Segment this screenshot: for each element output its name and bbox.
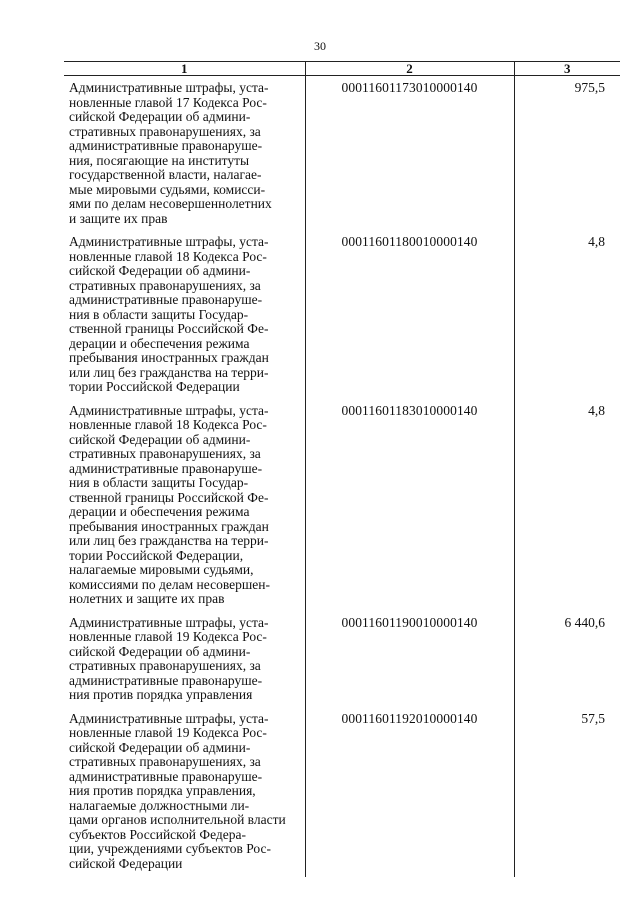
amount-cell: 4,8	[514, 230, 620, 399]
revenue-code-cell: 00011601180010000140	[305, 230, 514, 399]
budget-revenue-table	[64, 61, 620, 877]
amount-cell: 4,8	[514, 399, 620, 611]
column-header-3: 3	[514, 62, 620, 76]
table-row	[64, 707, 620, 878]
page-number: 30	[314, 39, 326, 53]
revenue-name-cell: Административные штрафы, уста- новленные главой 17 Кодекса Рос- сийской Федерации об админи- стративных правонарушениях, за административные правонаруше- ния, посягающие на институты государственной власти, налагае- мые мировыми судьями, комисси- ями по делам несовершеннолетних и защите их прав	[69, 80, 272, 226]
table-row	[64, 399, 620, 611]
revenue-name-cell: Административные штрафы, уста- новленные главой 18 Кодекса Рос- сийской Федерации об админи- стративных правонарушениях, за административные правонаруше- ния в области защиты Государ- ственной границы Российской Фе- дерации и обеспечения режима пребывания иностранных граждан или лиц без гражданства на терри- тории Российской Федерации	[69, 234, 269, 394]
amount-cell: 975,5	[514, 76, 620, 231]
revenue-code-cell: 00011601192010000140	[305, 707, 514, 878]
revenue-code-cell: 00011601190010000140	[305, 611, 514, 707]
table-row	[64, 230, 620, 399]
revenue-code-cell: 00011601183010000140	[305, 399, 514, 611]
revenue-name-cell: Административные штрафы, уста- новленные главой 19 Кодекса Рос- сийской Федерации об админи- стративных правонарушениях, за административные правонаруше- ния против порядка управления	[69, 614, 269, 702]
amount-cell: 6 440,6	[514, 611, 620, 707]
table-row	[64, 76, 620, 231]
column-header-2: 2	[305, 62, 514, 76]
table-row	[64, 611, 620, 707]
table-header-row	[64, 62, 620, 76]
revenue-code-cell: 00011601173010000140	[305, 76, 514, 231]
column-header-1: 1	[64, 62, 305, 76]
revenue-name-cell: Административные штрафы, уста- новленные главой 18 Кодекса Рос- сийской Федерации об админи- стративных правонарушениях, за административные правонаруше- ния в области защиты Государ- ственной границы Российской Фе- дерации и обеспечения режима пребывания иностранных граждан или лиц без гражданства на терри- тории Российской Федерации, налагаемые мировыми судьями, комиссиями по делам несовершен- нолетних и защите их прав	[69, 402, 270, 606]
amount-cell: 57,5	[514, 707, 620, 878]
revenue-name-cell: Административные штрафы, уста- новленные главой 19 Кодекса Рос- сийской Федерации об админи- стративных правонарушениях, за административные правонаруше- ния против порядка управления, налагаемые должностными ли- цами органов исполнительной власти субъектов Российской Федера- ции, учреждениями субъектов Рос- сийской Федерации	[69, 710, 286, 871]
